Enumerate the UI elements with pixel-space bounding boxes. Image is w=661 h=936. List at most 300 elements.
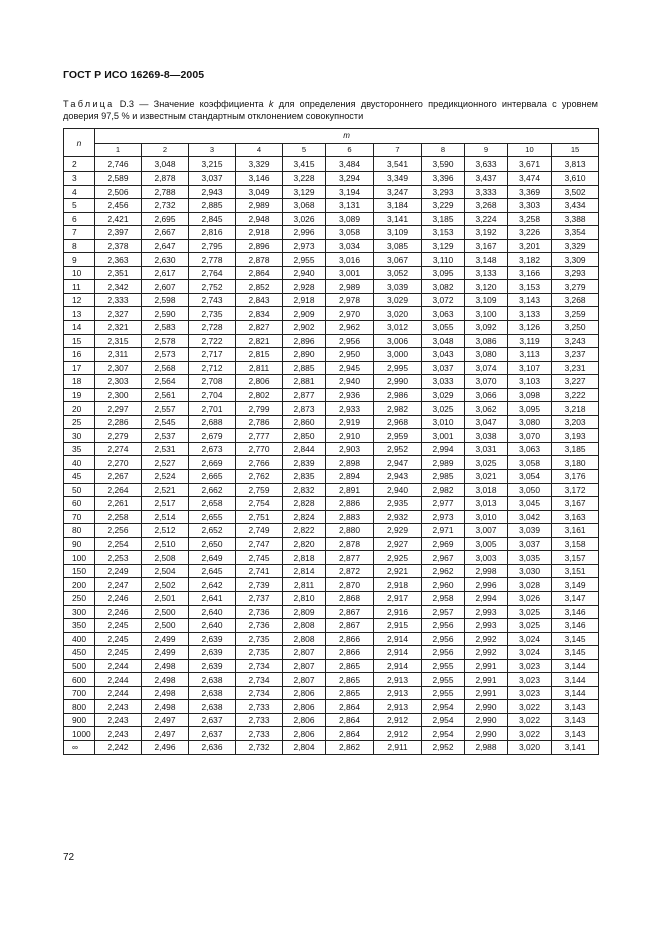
table-row (64, 293, 599, 307)
k-value-cell: 2,342 (95, 280, 142, 294)
k-value-cell: 2,253 (95, 551, 142, 565)
k-value-cell: 2,734 (236, 686, 283, 700)
k-value-cell: 2,333 (95, 293, 142, 307)
k-value-cell: 2,989 (422, 456, 465, 470)
k-value-cell: 2,910 (326, 429, 374, 443)
k-value-cell: 2,256 (95, 524, 142, 538)
k-value-cell: 3,092 (465, 321, 508, 335)
k-value-cell: 2,844 (283, 442, 326, 456)
k-value-cell: 3,030 (508, 564, 552, 578)
k-value-cell: 3,201 (508, 239, 552, 253)
k-value-cell: 2,512 (142, 524, 189, 538)
n-cell: 19 (64, 388, 95, 402)
k-value-cell: 2,561 (142, 388, 189, 402)
k-value-cell: 3,141 (552, 740, 599, 754)
k-value-cell: 2,990 (465, 700, 508, 714)
k-value-cell: 2,945 (326, 361, 374, 375)
k-value-cell: 3,474 (508, 172, 552, 186)
k-value-cell: 2,638 (189, 700, 236, 714)
k-value-cell: 2,701 (189, 402, 236, 416)
k-value-cell: 3,098 (508, 388, 552, 402)
k-value-cell: 2,521 (142, 483, 189, 497)
n-cell: 3 (64, 172, 95, 186)
page-number: 72 (63, 852, 75, 863)
k-value-cell: 2,642 (189, 578, 236, 592)
k-value-cell: 2,852 (236, 280, 283, 294)
k-value-cell: 2,517 (142, 497, 189, 511)
k-value-cell: 3,022 (508, 727, 552, 741)
k-value-cell: 2,778 (189, 253, 236, 267)
k-value-cell: 3,185 (552, 442, 599, 456)
k-value-cell: 2,985 (422, 470, 465, 484)
k-value-cell: 3,145 (552, 646, 599, 660)
k-value-cell: 2,994 (465, 591, 508, 605)
k-value-cell: 2,300 (95, 388, 142, 402)
k-value-cell: 2,822 (283, 524, 326, 538)
n-cell: 7 (64, 226, 95, 240)
table-row (64, 321, 599, 335)
k-value-cell: 2,809 (283, 605, 326, 619)
k-value-cell: 3,144 (552, 659, 599, 673)
k-value-cell: 2,862 (326, 740, 374, 754)
k-value-cell: 2,639 (189, 646, 236, 660)
k-value-cell: 3,329 (236, 157, 283, 172)
k-value-cell: 3,329 (552, 239, 599, 253)
table-row (64, 727, 599, 741)
k-value-cell: 2,850 (283, 429, 326, 443)
k-value-cell: 3,258 (508, 212, 552, 226)
k-value-cell: 2,708 (189, 375, 236, 389)
k-value-cell: 2,954 (422, 727, 465, 741)
k-value-cell: 2,754 (236, 497, 283, 511)
k-value-cell: 2,788 (142, 185, 189, 199)
k-value-cell: 3,671 (508, 157, 552, 172)
k-value-cell: 2,832 (283, 483, 326, 497)
k-value-cell: 3,052 (374, 266, 422, 280)
k-value-cell: 2,806 (236, 375, 283, 389)
k-value-cell: 2,673 (189, 442, 236, 456)
n-cell: 150 (64, 564, 95, 578)
k-value-cell: 2,909 (283, 307, 326, 321)
k-value-cell: 3,129 (283, 185, 326, 199)
k-value-cell: 2,808 (283, 619, 326, 633)
k-value-cell: 2,891 (326, 483, 374, 497)
n-cell: 25 (64, 415, 95, 429)
k-value-cell: 2,913 (374, 700, 422, 714)
k-value-cell: 3,309 (552, 253, 599, 267)
k-value-cell: 2,912 (374, 713, 422, 727)
k-value-cell: 2,806 (283, 713, 326, 727)
k-value-cell: 2,870 (326, 578, 374, 592)
k-value-cell: 3,001 (326, 266, 374, 280)
k-value-cell: 3,095 (422, 266, 465, 280)
k-value-cell: 2,655 (189, 510, 236, 524)
k-value-cell: 2,639 (189, 632, 236, 646)
n-cell: 18 (64, 375, 95, 389)
n-cell: 600 (64, 673, 95, 687)
k-value-cell: 2,704 (189, 388, 236, 402)
k-value-cell: 2,504 (142, 564, 189, 578)
n-cell: 15 (64, 334, 95, 348)
k-value-cell: 3,147 (552, 591, 599, 605)
k-value-cell: 2,497 (142, 727, 189, 741)
k-value-cell: 3,029 (374, 293, 422, 307)
k-value-cell: 3,203 (552, 415, 599, 429)
table-row (64, 348, 599, 362)
k-value-cell: 3,388 (552, 212, 599, 226)
table-row (64, 483, 599, 497)
k-value-cell: 2,810 (283, 591, 326, 605)
k-value-cell: 2,665 (189, 470, 236, 484)
n-cell: 80 (64, 524, 95, 538)
k-value-cell: 2,896 (283, 334, 326, 348)
k-value-cell: 2,630 (142, 253, 189, 267)
k-value-cell: 2,802 (236, 388, 283, 402)
k-value-cell: 3,066 (465, 388, 508, 402)
k-value-cell: 3,126 (508, 321, 552, 335)
k-value-cell: 2,531 (142, 442, 189, 456)
k-value-cell: 3,149 (552, 578, 599, 592)
k-value-cell: 2,807 (283, 646, 326, 660)
k-value-cell: 2,898 (326, 456, 374, 470)
k-value-cell: 2,990 (465, 727, 508, 741)
k-value-cell: 3,145 (552, 632, 599, 646)
k-value-cell: 2,242 (95, 740, 142, 754)
n-cell: 8 (64, 239, 95, 253)
k-value-cell: 2,500 (142, 605, 189, 619)
k-value-cell: 3,070 (465, 375, 508, 389)
k-value-cell: 2,820 (283, 537, 326, 551)
n-cell: 30 (64, 429, 95, 443)
k-value-cell: 3,039 (508, 524, 552, 538)
k-value-cell: 2,799 (236, 402, 283, 416)
table-row (64, 361, 599, 375)
k-value-cell: 2,244 (95, 673, 142, 687)
k-value-cell: 3,279 (552, 280, 599, 294)
k-value-cell: 2,245 (95, 619, 142, 633)
k-value-cell: 2,998 (465, 564, 508, 578)
table-row (64, 280, 599, 294)
k-value-cell: 2,244 (95, 686, 142, 700)
k-value-cell: 3,247 (374, 185, 422, 199)
k-value-cell: 2,990 (465, 713, 508, 727)
k-value-cell: 2,816 (189, 226, 236, 240)
k-value-cell: 2,878 (326, 537, 374, 551)
k-value-cell: 3,129 (422, 239, 465, 253)
k-value-cell: 2,741 (236, 564, 283, 578)
k-value-cell: 2,952 (374, 442, 422, 456)
k-value-cell: 3,013 (465, 497, 508, 511)
table-row (64, 591, 599, 605)
k-value-cell: 3,215 (189, 157, 236, 172)
k-value-cell: 2,640 (189, 605, 236, 619)
k-value-cell: 3,268 (465, 199, 508, 213)
k-value-cell: 3,143 (552, 700, 599, 714)
k-value-cell: 2,878 (142, 172, 189, 186)
table-caption (63, 98, 598, 122)
k-value-cell: 2,745 (236, 551, 283, 565)
k-value-cell: 2,770 (236, 442, 283, 456)
k-value-cell: 3,029 (422, 388, 465, 402)
k-value-cell: 2,795 (189, 239, 236, 253)
k-value-cell: 2,638 (189, 673, 236, 687)
k-value-cell: 3,070 (508, 429, 552, 443)
k-value-cell: 2,736 (236, 605, 283, 619)
k-value-cell: 2,734 (236, 659, 283, 673)
k-value-cell: 2,747 (236, 537, 283, 551)
k-value-cell: 2,421 (95, 212, 142, 226)
k-value-cell: 3,025 (422, 402, 465, 416)
k-value-cell: 2,804 (283, 740, 326, 754)
k-value-cell: 2,935 (374, 497, 422, 511)
k-value-cell: 2,245 (95, 632, 142, 646)
k-value-cell: 2,498 (142, 659, 189, 673)
k-value-cell: 2,732 (142, 199, 189, 213)
table-row (64, 456, 599, 470)
n-cell: 12 (64, 293, 95, 307)
m-header-cell: 8 (422, 144, 465, 157)
k-value-cell: 2,877 (326, 551, 374, 565)
k-value-cell: 2,246 (95, 605, 142, 619)
n-cell: 350 (64, 619, 95, 633)
n-cell: 5 (64, 199, 95, 213)
k-value-cell: 2,991 (465, 659, 508, 673)
k-value-cell: 2,498 (142, 673, 189, 687)
n-cell: 17 (64, 361, 95, 375)
k-value-cell: 2,254 (95, 537, 142, 551)
k-value-cell: 2,868 (326, 591, 374, 605)
k-value-cell: 2,639 (189, 659, 236, 673)
k-value-cell: 2,864 (326, 727, 374, 741)
k-value-cell: 2,989 (236, 199, 283, 213)
k-value-cell: 3,082 (422, 280, 465, 294)
k-value-cell: 2,959 (374, 429, 422, 443)
k-value-cell: 2,867 (326, 619, 374, 633)
k-value-cell: 2,894 (326, 470, 374, 484)
k-value-cell: 2,649 (189, 551, 236, 565)
k-value-cell: 3,541 (374, 157, 422, 172)
k-value-cell: 3,026 (283, 212, 326, 226)
n-cell: 50 (64, 483, 95, 497)
k-value-cell: 3,218 (552, 402, 599, 416)
k-value-cell: 2,962 (326, 321, 374, 335)
table-row (64, 253, 599, 267)
k-value-cell: 2,327 (95, 307, 142, 321)
k-value-cell: 2,497 (142, 713, 189, 727)
k-value-cell: 2,762 (236, 470, 283, 484)
k-value-cell: 3,007 (465, 524, 508, 538)
k-value-cell: 2,247 (95, 578, 142, 592)
k-value-cell: 2,243 (95, 700, 142, 714)
k-value-cell: 3,813 (552, 157, 599, 172)
k-value-cell: 2,243 (95, 713, 142, 727)
k-value-cell: 2,978 (326, 293, 374, 307)
k-value-cell: 2,881 (283, 375, 326, 389)
row-header-n: n (64, 129, 95, 157)
k-value-cell: 2,733 (236, 700, 283, 714)
table-row (64, 700, 599, 714)
k-value-cell: 2,880 (326, 524, 374, 538)
n-cell: 45 (64, 470, 95, 484)
k-value-cell: 2,940 (326, 375, 374, 389)
k-value-cell: 3,231 (552, 361, 599, 375)
k-value-cell: 2,956 (326, 334, 374, 348)
k-value-cell: 3,022 (508, 700, 552, 714)
k-value-cell: 3,166 (508, 266, 552, 280)
n-cell: 20 (64, 402, 95, 416)
column-group-header-m: m (95, 129, 599, 144)
k-value-cell: 2,943 (189, 185, 236, 199)
k-value-cell: 3,003 (465, 551, 508, 565)
k-value-cell: 2,258 (95, 510, 142, 524)
k-value-cell: 3,049 (236, 185, 283, 199)
k-value-cell: 2,865 (326, 659, 374, 673)
table-row (64, 172, 599, 186)
table-row (64, 185, 599, 199)
k-value-cell: 3,158 (552, 537, 599, 551)
k-value-cell: 2,818 (283, 551, 326, 565)
k-value-cell: 2,637 (189, 727, 236, 741)
k-value-cell: 2,378 (95, 239, 142, 253)
k-value-cell: 2,641 (189, 591, 236, 605)
k-value-cell: 2,573 (142, 348, 189, 362)
k-value-cell: 2,496 (142, 740, 189, 754)
k-value-cell: 2,933 (326, 402, 374, 416)
k-value-cell: 3,141 (374, 212, 422, 226)
k-value-cell: 2,363 (95, 253, 142, 267)
k-value-cell: 2,786 (236, 415, 283, 429)
k-value-cell: 2,695 (142, 212, 189, 226)
n-cell: 500 (64, 659, 95, 673)
k-value-cell: 3,333 (465, 185, 508, 199)
k-value-cell: 3,023 (508, 659, 552, 673)
k-value-cell: 3,022 (508, 713, 552, 727)
k-value-cell: 2,916 (374, 605, 422, 619)
k-value-cell: 3,103 (508, 375, 552, 389)
k-value-cell: 3,167 (552, 497, 599, 511)
k-value-cell: 3,020 (508, 740, 552, 754)
k-value-cell: 3,109 (374, 226, 422, 240)
m-header-cell: 10 (508, 144, 552, 157)
n-cell: 250 (64, 591, 95, 605)
n-cell: 900 (64, 713, 95, 727)
k-value-cell: 2,321 (95, 321, 142, 335)
table-row (64, 564, 599, 578)
k-value-cell: 2,267 (95, 470, 142, 484)
k-value-cell: 2,311 (95, 348, 142, 362)
k-value-cell: 3,434 (552, 199, 599, 213)
n-cell: 35 (64, 442, 95, 456)
k-value-cell: 3,161 (552, 524, 599, 538)
k-value-cell: 2,734 (236, 673, 283, 687)
k-value-cell: 2,956 (422, 646, 465, 660)
k-value-cell: 3,369 (508, 185, 552, 199)
k-value-cell: 3,396 (422, 172, 465, 186)
n-cell: 60 (64, 497, 95, 511)
k-value-cell: 3,048 (142, 157, 189, 172)
k-value-cell: 2,992 (465, 632, 508, 646)
k-value-cell: 2,498 (142, 700, 189, 714)
k-value-cell: 3,063 (422, 307, 465, 321)
n-cell: 10 (64, 266, 95, 280)
k-value-cell: 3,228 (283, 172, 326, 186)
k-value-cell: 3,025 (508, 619, 552, 633)
n-cell: 1000 (64, 727, 95, 741)
k-value-cell: 3,180 (552, 456, 599, 470)
k-value-cell: 2,766 (236, 456, 283, 470)
k-value-cell: 2,912 (374, 727, 422, 741)
k-value-cell: 2,866 (326, 646, 374, 660)
k-value-cell: 3,048 (422, 334, 465, 348)
k-value-cell: 2,733 (236, 713, 283, 727)
m-values-row (64, 144, 599, 157)
k-value-cell: 3,016 (326, 253, 374, 267)
k-value-cell: 2,954 (422, 700, 465, 714)
caption-variable: k (268, 99, 274, 109)
k-value-cell: 2,982 (374, 402, 422, 416)
k-value-cell: 3,080 (465, 348, 508, 362)
table-row (64, 199, 599, 213)
table-row (64, 442, 599, 456)
k-value-cell: 2,885 (189, 199, 236, 213)
k-value-cell: 2,617 (142, 266, 189, 280)
k-value-cell: 2,936 (326, 388, 374, 402)
k-value-cell: 3,038 (465, 429, 508, 443)
k-value-cell: 2,821 (236, 334, 283, 348)
k-value-cell: 2,739 (236, 578, 283, 592)
k-value-cell: 3,293 (422, 185, 465, 199)
table-row (64, 375, 599, 389)
k-value-cell: 2,746 (95, 157, 142, 172)
m-header-cell: 5 (283, 144, 326, 157)
k-value-cell: 2,245 (95, 646, 142, 660)
k-value-cell: 2,973 (283, 239, 326, 253)
k-value-cell: 3,021 (465, 470, 508, 484)
k-value-cell: 2,808 (283, 632, 326, 646)
k-value-cell: 2,737 (236, 591, 283, 605)
k-value-cell: 2,244 (95, 659, 142, 673)
n-cell: 2 (64, 157, 95, 172)
m-header-cell: 1 (95, 144, 142, 157)
k-value-cell: 2,878 (236, 253, 283, 267)
k-value-cell: 3,113 (508, 348, 552, 362)
k-value-cell: 2,992 (465, 646, 508, 660)
k-value-cell: 2,274 (95, 442, 142, 456)
table-row (64, 619, 599, 633)
k-value-cell: 2,914 (374, 646, 422, 660)
k-value-cell: 2,499 (142, 646, 189, 660)
k-value-cell: 2,246 (95, 591, 142, 605)
m-header-cell: 6 (326, 144, 374, 157)
k-value-cell: 2,564 (142, 375, 189, 389)
table-row (64, 470, 599, 484)
k-value-cell: 3,222 (552, 388, 599, 402)
k-value-cell: 3,023 (508, 686, 552, 700)
n-cell: ∞ (64, 740, 95, 754)
n-cell: 200 (64, 578, 95, 592)
k-value-cell: 2,506 (95, 185, 142, 199)
k-value-cell: 2,834 (236, 307, 283, 321)
k-value-cell: 2,991 (465, 673, 508, 687)
table-row (64, 578, 599, 592)
k-value-cell: 3,243 (552, 334, 599, 348)
k-value-cell: 2,918 (374, 578, 422, 592)
k-value-cell: 2,279 (95, 429, 142, 443)
k-value-cell: 3,107 (508, 361, 552, 375)
table-row (64, 605, 599, 619)
m-header-cell: 2 (142, 144, 189, 157)
k-value-cell: 2,896 (236, 239, 283, 253)
